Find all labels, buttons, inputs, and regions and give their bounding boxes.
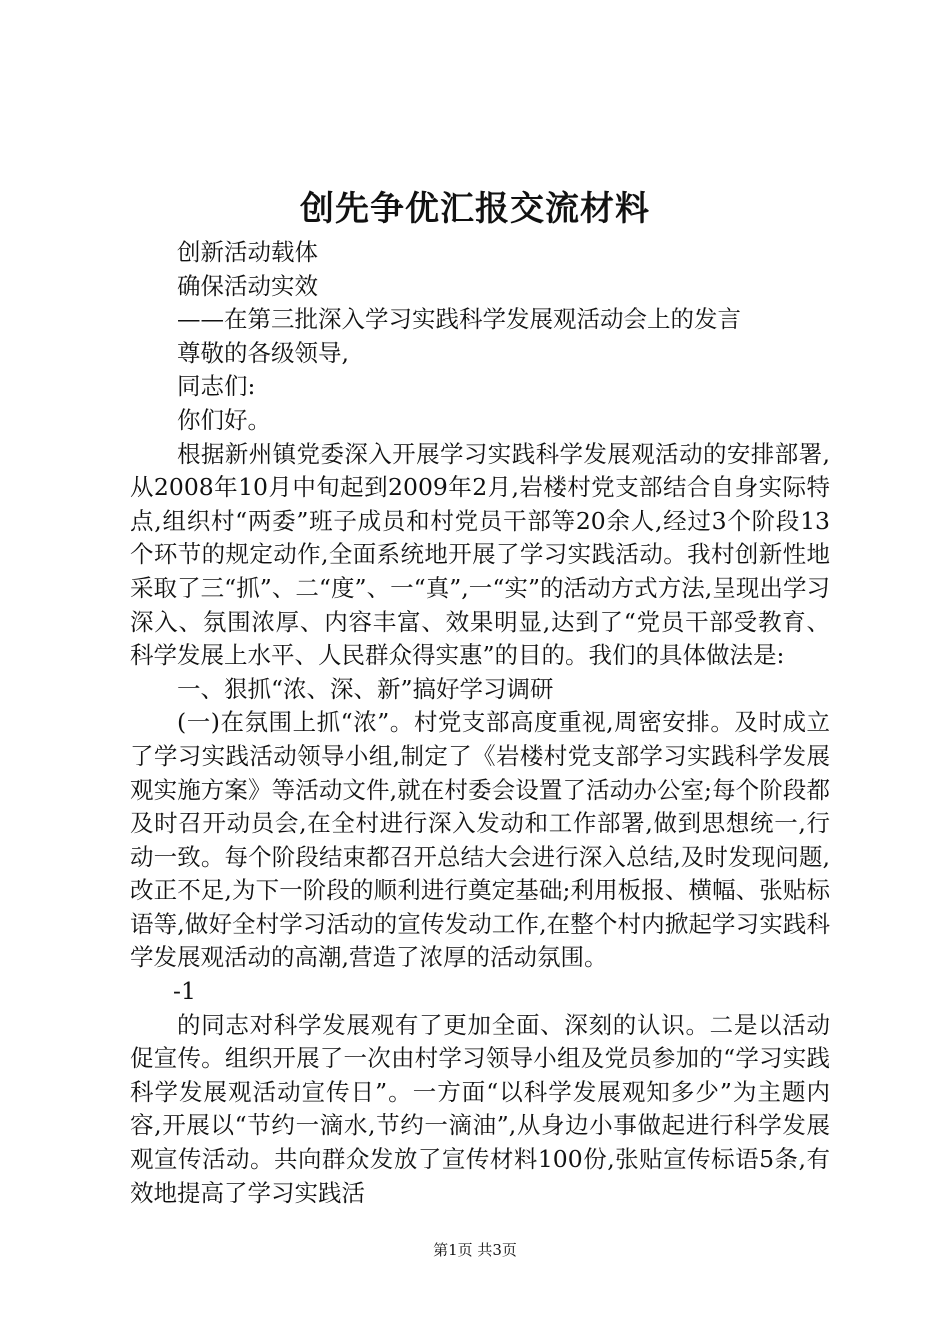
salutation-comrades: 同志们:: [177, 372, 256, 401]
inline-page-marker: -1: [173, 977, 196, 1006]
intro-paragraph: 根据新州镇党委深入开展学习实践科学发展观活动的安排部署,从2008年10月中旬起到2009年2月,岩楼村党支部结合自身实际特点,组织村“两委”班子成员和村党员干部等20余人,经过3个阶段13个环节的规定动作,全面系统地开展了学习实践活动。我村创新性地采取了三“抓”、二“度”、一“真”,一“实”的活动方式方法,呈现出学习深入、氛围浓厚、内容丰富、效果明显,达到了“党员干部受教育、科学发展上水平、人民群众得实惠”的目的。我们的具体做法是:: [130, 439, 830, 670]
subsection-paragraph-1: (一)在氛围上抓“浓”。村党支部高度重视,周密安排。及时成立了学习实践活动领导小组,制定了《岩楼村党支部学习实践科学发展观实施方案》等活动文件,就在村委会设置了活动办公室;每个阶段都及时召开动员会,在全村进行深入发动和工作部署,做到思想统一,行动一致。每个阶段结束都召开总结大会进行深入总结,及时发现问题,改正不足,为下一阶段的顺利进行奠定基础;利用板报、横幅、张贴标语等,做好全村学习活动的宣传发动工作,在整个村内掀起学习实践科学发展观活动的高潮,营造了浓厚的活动氛围。: [130, 708, 830, 972]
section-heading-1: 一、狠抓“浓、深、新”搞好学习调研: [177, 674, 554, 703]
subtitle-line-2: 确保活动实效: [177, 271, 318, 300]
subtitle-line-1: 创新活动载体: [177, 238, 318, 266]
document-title: 创先争优汇报交流材料: [300, 189, 650, 229]
speech-occasion-line: ——在第三批深入学习实践科学发展观活动会上的发言: [177, 305, 741, 334]
page-footer: 第1页 共3页: [433, 1241, 517, 1259]
continuation-paragraph: 的同志对科学发展观有了更加全面、深刻的认识。二是以活动促宣传。组织开展了一次由村学习领导小组及党员参加的“学习实践科学发展观活动宣传日”。一方面“以科学发展观知多少”为主题内容,开展以“节约一滴水,节约一滴油”,从身边小事做起进行科学发展观宣传活动。共向群众发放了宣传材料100份,张贴宣传标语5条,有效地提高了学习实践活: [130, 1010, 830, 1207]
document-body: [130, 236, 830, 1210]
salutation-leaders: 尊敬的各级领导,: [177, 338, 349, 367]
greeting-line: 你们好。: [177, 405, 271, 434]
